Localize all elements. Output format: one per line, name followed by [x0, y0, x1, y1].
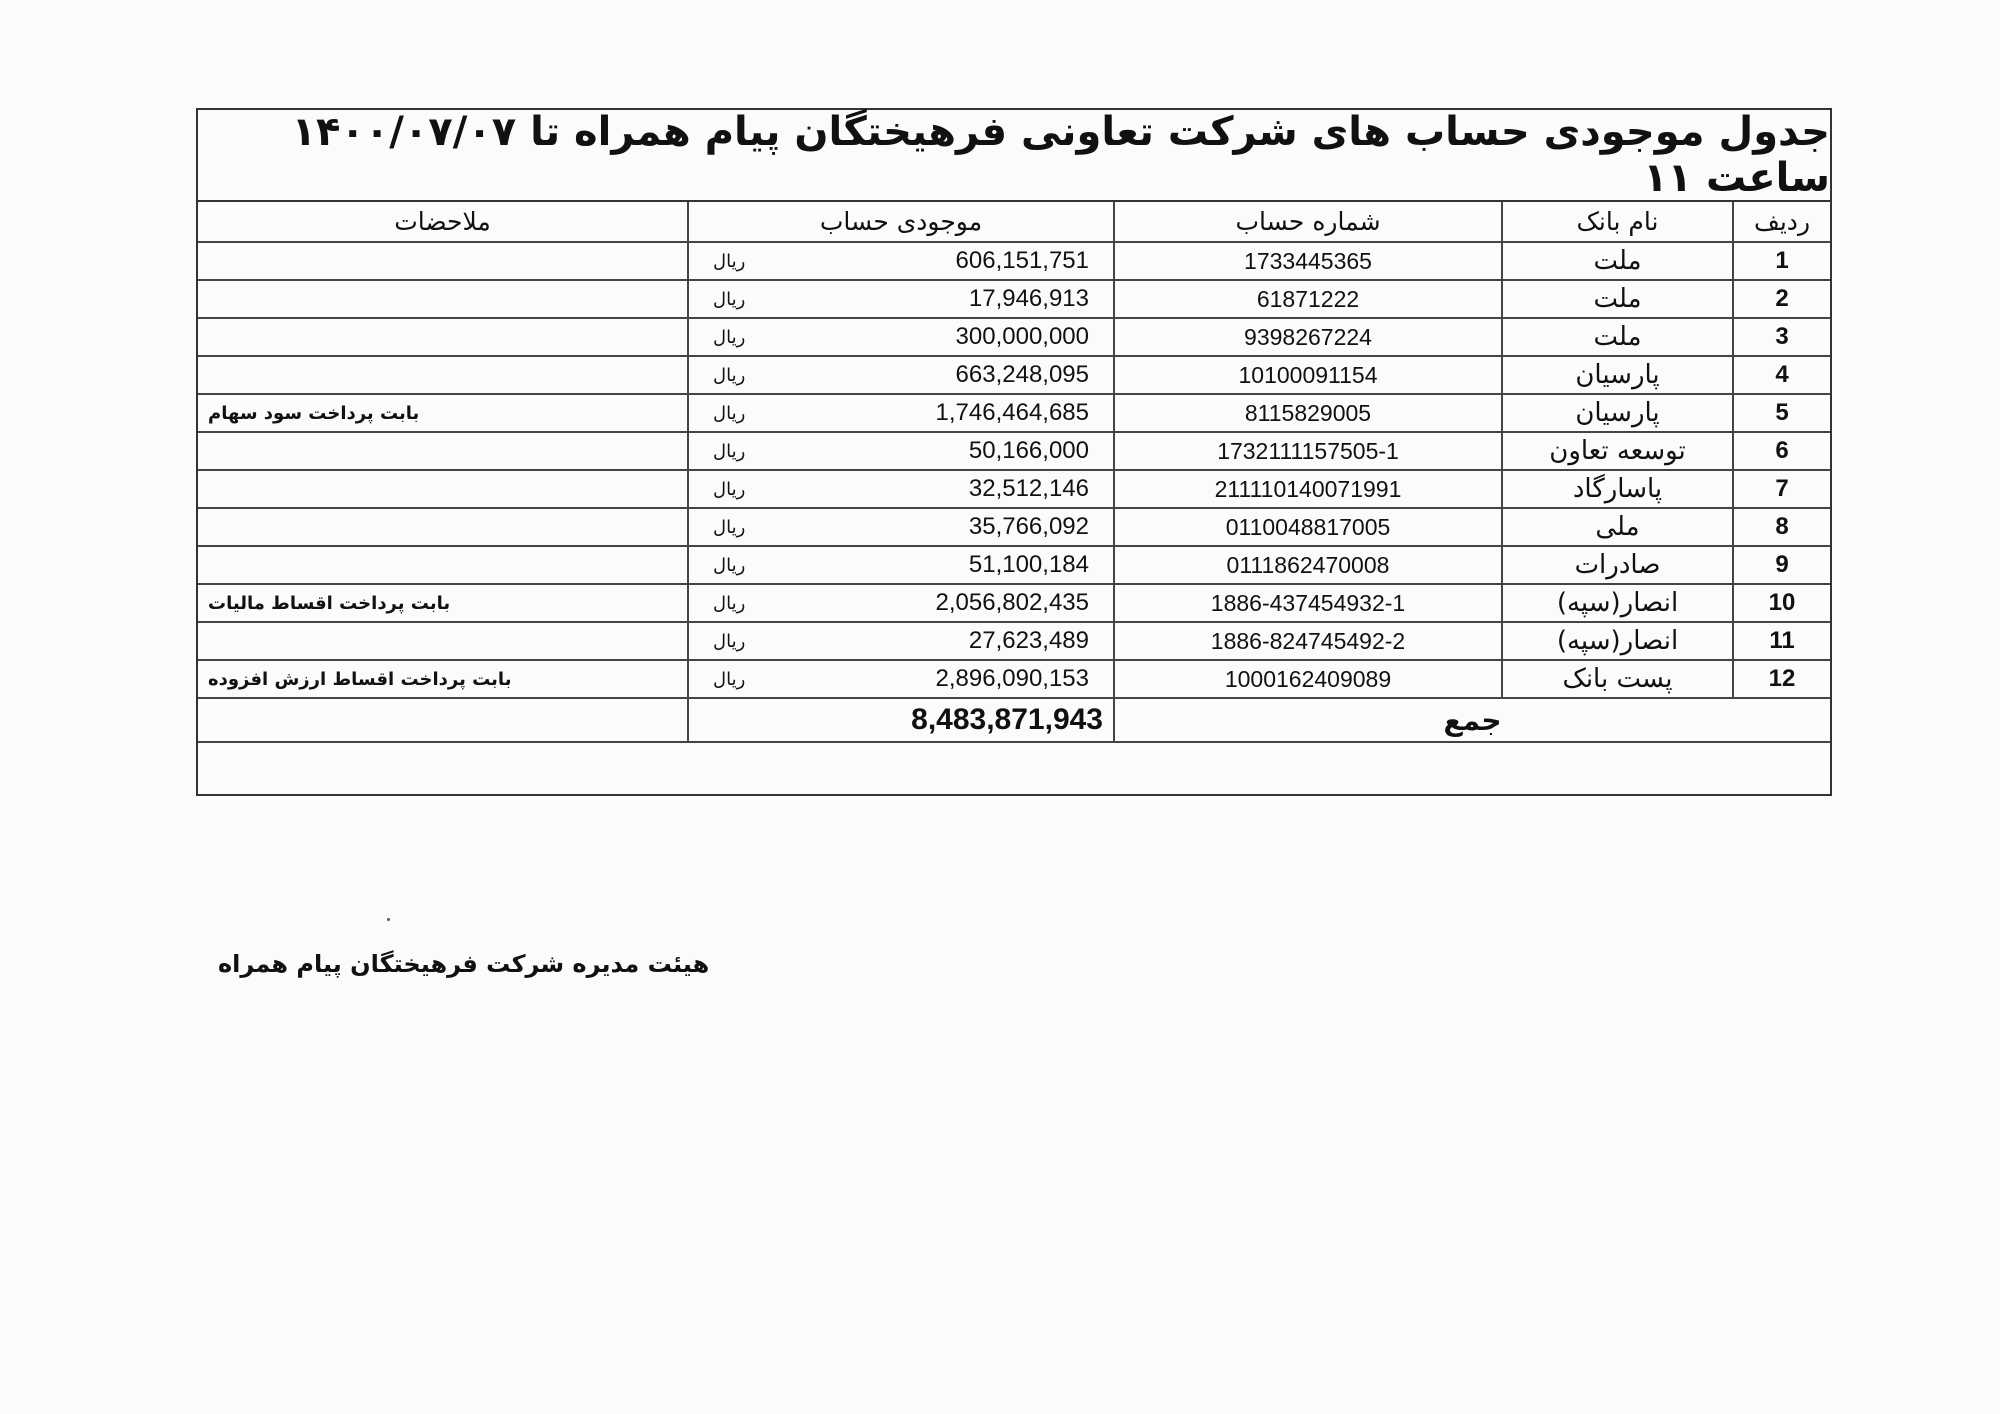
header-balance: موجودی حساب — [688, 202, 1114, 242]
table-row — [198, 432, 1830, 470]
bank-name: انصار(سپه) — [1502, 622, 1733, 660]
bank-name: پاسارگاد — [1502, 470, 1733, 508]
account-number: 1732111157505-1 — [1114, 432, 1502, 470]
table-row — [198, 356, 1830, 394]
table-row — [198, 242, 1830, 280]
currency-unit: ریال — [713, 326, 746, 348]
balance-cell — [688, 280, 1114, 318]
row-number: 8 — [1733, 508, 1830, 546]
balance-cell — [688, 318, 1114, 356]
account-number: 1886-437454932-1 — [1114, 584, 1502, 622]
account-number: 0111862470008 — [1114, 546, 1502, 584]
balance-value: 1,746,464,685 — [935, 399, 1089, 426]
balance-cell — [688, 660, 1114, 698]
account-number: 9398267224 — [1114, 318, 1502, 356]
table-row — [198, 280, 1830, 318]
balance-value: 27,623,489 — [968, 627, 1089, 654]
header-bank-name: نام بانک — [1502, 202, 1733, 242]
row-number: 9 — [1733, 546, 1830, 584]
table-row — [198, 470, 1830, 508]
account-number: 1000162409089 — [1114, 660, 1502, 698]
balance-cell — [688, 622, 1114, 660]
note — [198, 622, 688, 660]
balance-cell — [688, 242, 1114, 280]
account-number: 8115829005 — [1114, 394, 1502, 432]
note: بابت پرداخت سود سهام — [198, 394, 688, 432]
bank-name: پارسیان — [1502, 356, 1733, 394]
table-row — [198, 584, 1830, 622]
note — [198, 470, 688, 508]
note — [198, 242, 688, 280]
bank-name: پست بانک — [1502, 660, 1733, 698]
balances-table — [198, 202, 1830, 743]
currency-unit: ریال — [713, 250, 746, 272]
currency-unit: ریال — [713, 516, 746, 538]
bank-name: ملت — [1502, 280, 1733, 318]
note — [198, 546, 688, 584]
currency-unit: ریال — [713, 288, 746, 310]
balance-cell — [688, 584, 1114, 622]
balance-value: 606,151,751 — [955, 247, 1089, 274]
account-number: 0110048817005 — [1114, 508, 1502, 546]
balance-value: 2,896,090,153 — [935, 665, 1089, 692]
note: بابت پرداخت اقساط ارزش افزوده — [198, 660, 688, 698]
table-row — [198, 508, 1830, 546]
balance-cell — [688, 546, 1114, 584]
currency-unit: ریال — [713, 478, 746, 500]
balance-value: 300,000,000 — [955, 323, 1089, 350]
balance-cell — [688, 432, 1114, 470]
table-row — [198, 318, 1830, 356]
total-value: 8,483,871,943 — [688, 698, 1114, 742]
bank-name: پارسیان — [1502, 394, 1733, 432]
row-number: 12 — [1733, 660, 1830, 698]
bank-name: ملت — [1502, 242, 1733, 280]
balance-cell — [688, 356, 1114, 394]
document-title: جدول موجودی حساب های شرکت تعاونی فرهیختگان پیام همراه تا ۱۴۰۰/۰۷/۰۷ ساعت ۱۱ — [198, 110, 1830, 202]
row-number: 11 — [1733, 622, 1830, 660]
table-row — [198, 660, 1830, 698]
row-number: 3 — [1733, 318, 1830, 356]
currency-unit: ریال — [713, 668, 746, 690]
balance-value: 663,248,095 — [955, 361, 1089, 388]
table-row — [198, 546, 1830, 584]
currency-unit: ریال — [713, 440, 746, 462]
balance-cell — [688, 508, 1114, 546]
balance-value: 17,946,913 — [968, 285, 1089, 312]
currency-unit: ریال — [713, 592, 746, 614]
account-number: 1886-824745492-2 — [1114, 622, 1502, 660]
balance-document — [196, 108, 1832, 796]
balance-cell — [688, 394, 1114, 432]
total-note — [198, 698, 688, 742]
note: بابت پرداخت اقساط مالیات — [198, 584, 688, 622]
table-row — [198, 394, 1830, 432]
balance-cell — [688, 470, 1114, 508]
header-account-number: شماره حساب — [1114, 202, 1502, 242]
account-number: 211110140071991 — [1114, 470, 1502, 508]
row-number: 2 — [1733, 280, 1830, 318]
row-number: 10 — [1733, 584, 1830, 622]
balance-value: 35,766,092 — [968, 513, 1089, 540]
row-number: 5 — [1733, 394, 1830, 432]
bank-name: توسعه تعاون — [1502, 432, 1733, 470]
header-row-number: ردیف — [1733, 202, 1830, 242]
total-row — [198, 698, 1830, 742]
note — [198, 432, 688, 470]
account-number: 1733445365 — [1114, 242, 1502, 280]
balance-value: 50,166,000 — [968, 437, 1089, 464]
note — [198, 508, 688, 546]
row-number: 4 — [1733, 356, 1830, 394]
board-signature: هیئت مدیره شرکت فرهیختگان پیام همراه — [218, 950, 710, 978]
row-number: 6 — [1733, 432, 1830, 470]
bank-name: انصار(سپه) — [1502, 584, 1733, 622]
table-row — [198, 622, 1830, 660]
bank-name: ملت — [1502, 318, 1733, 356]
currency-unit: ریال — [713, 630, 746, 652]
balance-value: 32,512,146 — [968, 475, 1089, 502]
currency-unit: ریال — [713, 554, 746, 576]
total-label: جمع — [1114, 698, 1830, 742]
header-notes: ملاحضات — [198, 202, 688, 242]
balance-value: 51,100,184 — [968, 551, 1089, 578]
balance-value: 2,056,802,435 — [935, 589, 1089, 616]
row-number: 1 — [1733, 242, 1830, 280]
account-number: 10100091154 — [1114, 356, 1502, 394]
note — [198, 318, 688, 356]
note — [198, 280, 688, 318]
table-header-row — [198, 202, 1830, 242]
note — [198, 356, 688, 394]
currency-unit: ریال — [713, 402, 746, 424]
bank-name: صادرات — [1502, 546, 1733, 584]
row-number: 7 — [1733, 470, 1830, 508]
account-number: 61871222 — [1114, 280, 1502, 318]
currency-unit: ریال — [713, 364, 746, 386]
scan-speck — [387, 918, 390, 921]
bank-name: ملی — [1502, 508, 1733, 546]
